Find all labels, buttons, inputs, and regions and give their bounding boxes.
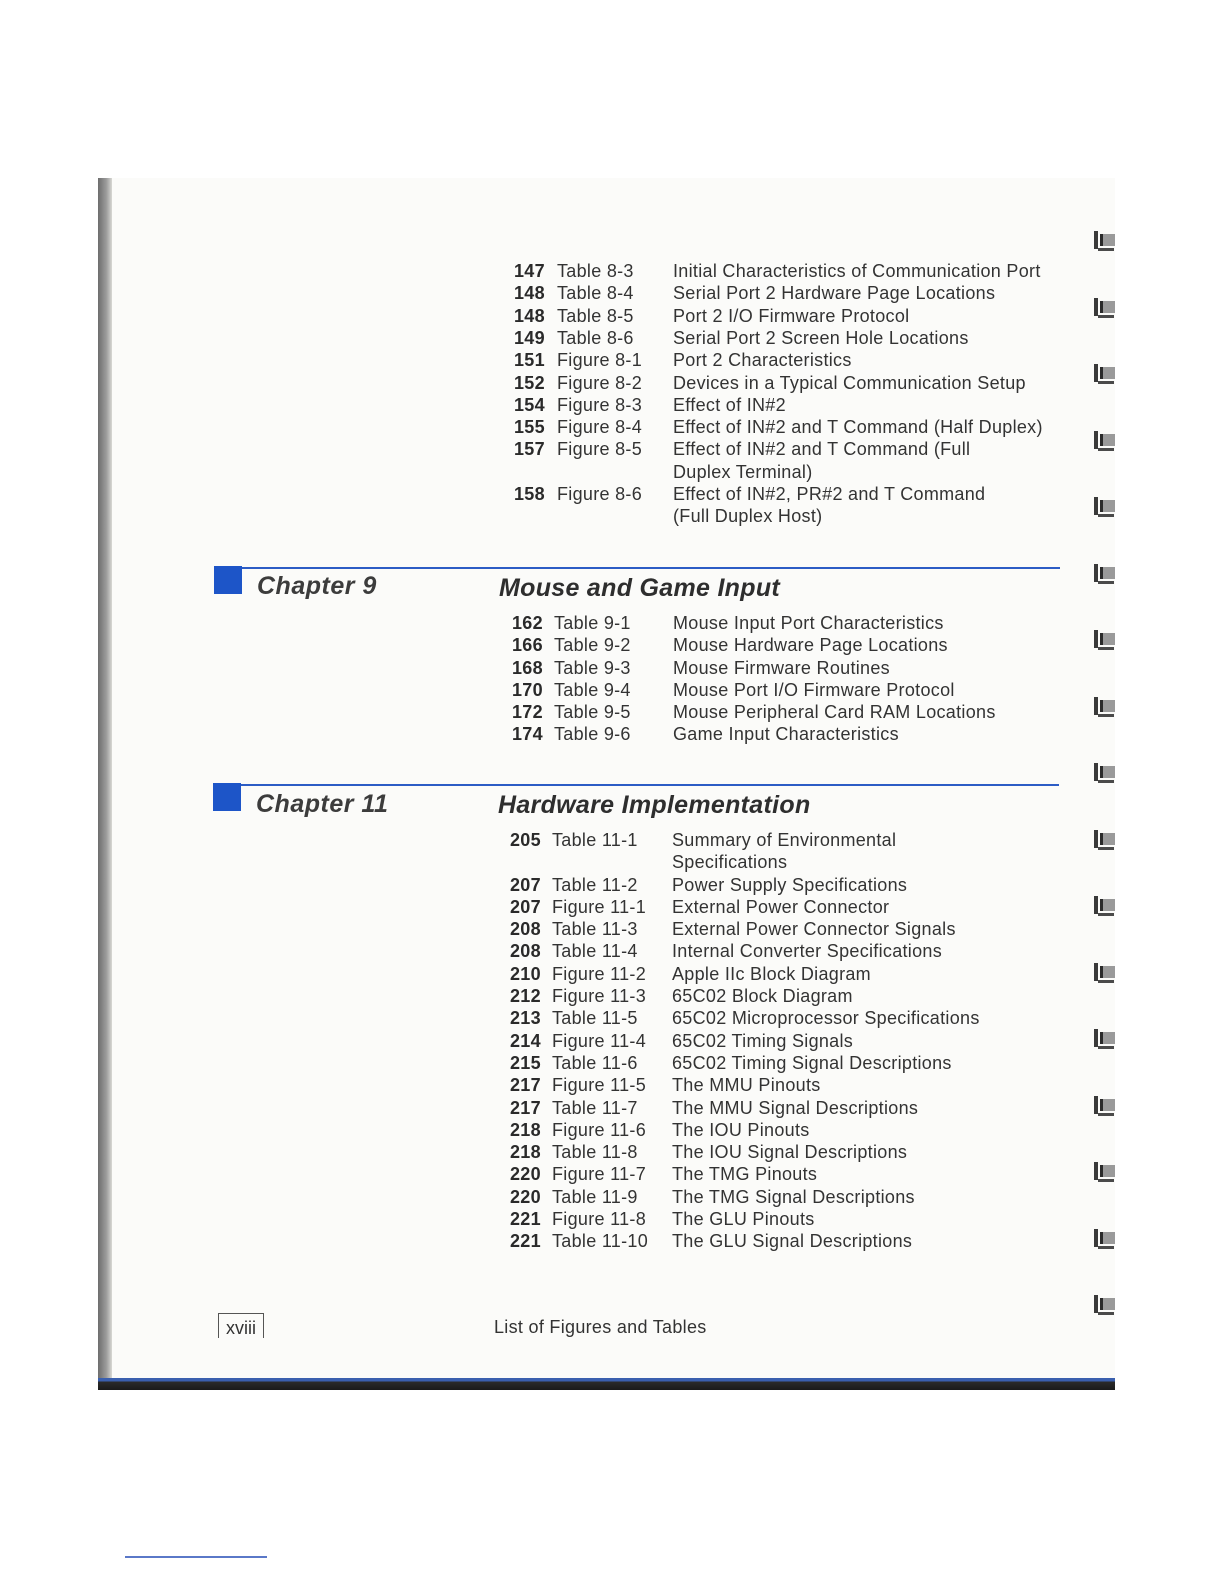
entry-page-number: 214 <box>510 1031 541 1051</box>
entry-label: Figure 11-3 <box>552 986 647 1006</box>
entry-title: Mouse Input Port Characteristics <box>673 613 944 633</box>
entry-page-number: 166 <box>512 635 543 655</box>
entry-label: Figure 8-4 <box>557 417 643 437</box>
entry-label: Figure 11-1 <box>552 897 647 917</box>
entry-page-number: 221 <box>510 1209 541 1229</box>
entry-page-number: 217 <box>510 1098 541 1118</box>
binding-ring <box>1094 1026 1114 1050</box>
binding-ring <box>1094 1292 1114 1316</box>
entry-label: Table 11-5 <box>552 1008 638 1028</box>
entry-label: Figure 8-2 <box>557 373 643 393</box>
entry-title: Apple IIc Block Diagram <box>672 964 871 984</box>
entry-page-number: 172 <box>512 702 543 722</box>
entry-title: Effect of IN#2 and T Command (Full <box>673 439 971 459</box>
entry-title: Summary of Environmental <box>672 830 897 850</box>
binding-ring <box>1094 694 1114 718</box>
entry-page-number: 148 <box>514 306 545 326</box>
binding-ring <box>1094 494 1114 518</box>
entry-title: Internal Converter Specifications <box>672 941 943 961</box>
binding-ring <box>1094 1093 1114 1117</box>
binding-ring <box>1094 561 1114 585</box>
entry-page-number: 218 <box>510 1120 541 1140</box>
entry-page-number: 218 <box>510 1142 541 1162</box>
entry-page-number: 148 <box>514 283 545 303</box>
binding-ring <box>1094 1159 1114 1183</box>
entry-title: The TMG Pinouts <box>672 1164 818 1184</box>
footer-page-number: xviii <box>218 1313 264 1338</box>
entry-title: Effect of IN#2 and T Command (Half Duplex) <box>673 417 1043 437</box>
entry-label: Table 8-5 <box>557 306 634 326</box>
chapter11-label: Chapter 11 <box>256 790 389 818</box>
page-bottom-edge <box>98 1378 1115 1390</box>
entry-title: 65C02 Microprocessor Specifications <box>672 1008 980 1028</box>
entry-page-number: 217 <box>510 1075 541 1095</box>
entry-page-number: 205 <box>510 830 541 850</box>
binding-ring <box>1094 1226 1114 1250</box>
entry-label: Figure 11-5 <box>552 1075 647 1095</box>
chapter11-marker <box>213 783 241 811</box>
entry-page-number: 208 <box>510 919 541 939</box>
binding-ring <box>1094 893 1114 917</box>
footer-running-title: List of Figures and Tables <box>494 1317 707 1337</box>
binding-spine <box>98 178 112 1390</box>
entry-label: Table 9-5 <box>554 702 631 722</box>
entry-title: Serial Port 2 Screen Hole Locations <box>673 328 969 348</box>
entry-page-number: 207 <box>510 897 541 917</box>
entry-title: Game Input Characteristics <box>673 724 899 744</box>
entry-title: The GLU Signal Descriptions <box>672 1231 913 1251</box>
entry-page-number: 208 <box>510 941 541 961</box>
entry-title: Devices in a Typical Communication Setup <box>673 373 1026 393</box>
entry-title: The MMU Signal Descriptions <box>672 1098 919 1118</box>
entry-title-continued: Specifications <box>672 852 788 872</box>
entry-title: The GLU Pinouts <box>672 1209 815 1229</box>
spiral-binding <box>1090 220 1116 1340</box>
chapter9-title: Mouse and Game Input <box>499 574 781 602</box>
entry-label: Table 8-6 <box>557 328 634 348</box>
entry-page-number: 215 <box>510 1053 541 1073</box>
entry-page-number: 220 <box>510 1164 541 1184</box>
entry-label: Table 8-4 <box>557 283 634 303</box>
entry-label: Table 11-4 <box>552 941 638 961</box>
entry-label: Figure 8-6 <box>557 484 643 504</box>
entry-page-number: 168 <box>512 658 543 678</box>
entry-page-number: 155 <box>514 417 545 437</box>
entry-page-number: 221 <box>510 1231 541 1251</box>
entry-label: Table 11-9 <box>552 1187 638 1207</box>
binding-ring <box>1094 228 1114 252</box>
binding-ring <box>1094 827 1114 851</box>
entry-title: Mouse Hardware Page Locations <box>673 635 948 655</box>
entry-label: Table 9-2 <box>554 635 631 655</box>
chapter9-marker <box>214 566 242 594</box>
entry-page-number: 207 <box>510 875 541 895</box>
entry-page-number: 213 <box>510 1008 541 1028</box>
entry-page-number: 154 <box>514 395 545 415</box>
entry-label: Table 8-3 <box>557 261 634 281</box>
entry-label: Figure 11-6 <box>552 1120 647 1140</box>
entry-page-number: 212 <box>510 986 541 1006</box>
entry-title: 65C02 Timing Signals <box>672 1031 854 1051</box>
entry-label: Figure 11-4 <box>552 1031 647 1051</box>
binding-ring <box>1094 295 1114 319</box>
entry-label: Table 9-4 <box>554 680 631 700</box>
entry-label: Table 9-6 <box>554 724 631 744</box>
binding-ring <box>1094 627 1114 651</box>
entry-page-number: 158 <box>514 484 545 504</box>
entry-label: Figure 8-3 <box>557 395 643 415</box>
chapter11-rule <box>213 784 1059 786</box>
entry-title: Effect of IN#2, PR#2 and T Command <box>673 484 986 504</box>
chapter9-rule <box>214 567 1060 569</box>
entry-title: The MMU Pinouts <box>672 1075 821 1095</box>
entry-page-number: 152 <box>514 373 545 393</box>
entry-label: Table 11-6 <box>552 1053 638 1073</box>
entry-title: Initial Characteristics of Communication Port <box>673 261 1041 281</box>
entry-label: Table 9-3 <box>554 658 631 678</box>
entry-page-number: 170 <box>512 680 543 700</box>
entry-page-number: 157 <box>514 439 545 459</box>
entry-label: Table 11-7 <box>552 1098 638 1118</box>
entry-label: Figure 8-5 <box>557 439 643 459</box>
entry-title-continued: (Full Duplex Host) <box>673 506 823 526</box>
entry-label: Table 11-3 <box>552 919 638 939</box>
entry-label: Figure 11-7 <box>552 1164 647 1184</box>
entry-page-number: 147 <box>514 261 545 281</box>
entry-label: Table 11-8 <box>552 1142 638 1162</box>
entry-title: Port 2 Characteristics <box>673 350 852 370</box>
entry-label: Figure 8-1 <box>557 350 643 370</box>
entry-label: Table 11-10 <box>552 1231 649 1251</box>
entry-title: 65C02 Block Diagram <box>672 986 853 1006</box>
chapter11-title: Hardware Implementation <box>498 791 811 819</box>
entry-title-continued: Duplex Terminal) <box>673 462 813 482</box>
entry-label: Figure 11-8 <box>552 1209 647 1229</box>
entry-title: External Power Connector Signals <box>672 919 956 939</box>
entry-page-number: 151 <box>514 350 545 370</box>
entry-page-number: 220 <box>510 1187 541 1207</box>
binding-ring <box>1094 960 1114 984</box>
entry-label: Table 11-1 <box>552 830 638 850</box>
chapter9-label: Chapter 9 <box>257 572 377 600</box>
entry-title: External Power Connector <box>672 897 890 917</box>
entry-title: Serial Port 2 Hardware Page Locations <box>673 283 996 303</box>
entry-label: Table 11-2 <box>552 875 638 895</box>
entry-title: Port 2 I/O Firmware Protocol <box>673 306 910 326</box>
decorative-underline <box>125 1556 267 1558</box>
entry-label: Figure 11-2 <box>552 964 647 984</box>
entry-page-number: 174 <box>512 724 543 744</box>
binding-ring <box>1094 760 1114 784</box>
binding-ring <box>1094 361 1114 385</box>
entry-page-number: 162 <box>512 613 543 633</box>
entry-title: The TMG Signal Descriptions <box>672 1187 915 1207</box>
entry-title: Power Supply Specifications <box>672 875 908 895</box>
entry-title: Mouse Peripheral Card RAM Locations <box>673 702 996 722</box>
entry-title: Mouse Firmware Routines <box>673 658 890 678</box>
entry-label: Table 9-1 <box>554 613 631 633</box>
entry-page-number: 149 <box>514 328 545 348</box>
entry-page-number: 210 <box>510 964 541 984</box>
entry-title: Mouse Port I/O Firmware Protocol <box>673 680 955 700</box>
entry-title: The IOU Pinouts <box>672 1120 810 1140</box>
binding-ring <box>1094 428 1114 452</box>
entry-title: The IOU Signal Descriptions <box>672 1142 908 1162</box>
entry-title: 65C02 Timing Signal Descriptions <box>672 1053 952 1073</box>
entry-title: Effect of IN#2 <box>673 395 786 415</box>
